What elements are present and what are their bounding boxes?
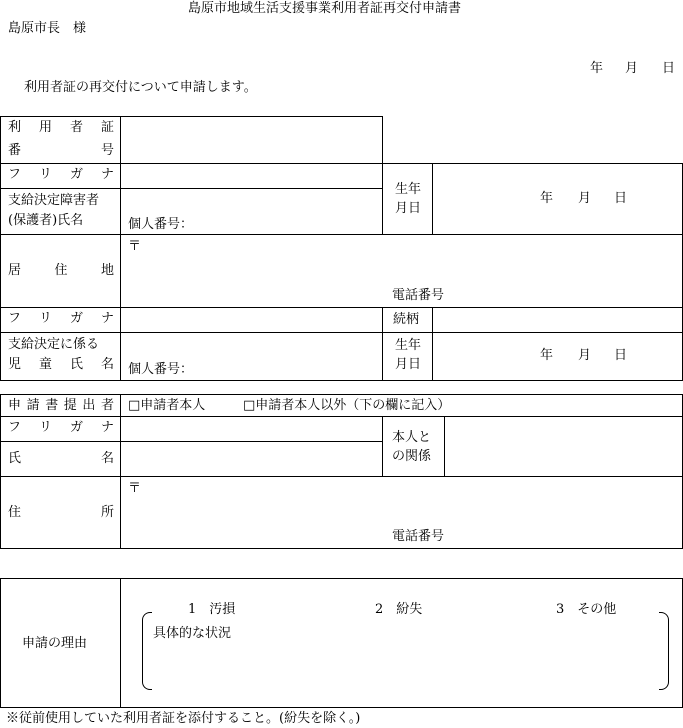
- child-birth-label: 生年: [395, 338, 422, 353]
- guardian-name-label-2: (保護者)氏名: [8, 213, 84, 228]
- child-personal-number-label: 個人番号：: [128, 362, 194, 377]
- birth-year: 年: [540, 191, 554, 206]
- reason-option-1[interactable]: 1 汚損: [188, 602, 236, 617]
- postal-mark: 〒: [128, 239, 142, 254]
- rule: [444, 416, 445, 476]
- left-bracket: [142, 612, 152, 690]
- rule: [0, 116, 1, 381]
- rule: [0, 394, 683, 395]
- child-furigana-label: フ リ ガ ナ: [8, 311, 114, 326]
- rule: [120, 394, 121, 549]
- child-name-label-2: 児 童 氏 名: [8, 357, 114, 372]
- footnote: ※従前使用していた利用者証を添付すること。(紛失を除く。): [6, 711, 361, 726]
- furigana-label: フ リ ガ ナ: [8, 167, 114, 182]
- birth-label-2: 月日: [395, 201, 422, 216]
- guardian-name-label: 支給決定障害者: [8, 193, 100, 208]
- rule: [0, 416, 683, 417]
- phone-label: 電話番号: [392, 288, 445, 303]
- rule: [0, 476, 683, 477]
- birth-month: 月: [578, 191, 592, 206]
- date-day: 日: [662, 61, 676, 76]
- submitter-label: 申 請 書 提 出 者: [8, 398, 114, 413]
- child-birth-month: 月: [578, 348, 592, 363]
- child-birth-label-2: 月日: [395, 357, 422, 372]
- details-label: 具体的な状況: [153, 626, 232, 641]
- birth-day: 日: [614, 191, 628, 206]
- rule: [0, 163, 683, 164]
- rule: [0, 578, 683, 579]
- page-title: 島原市地域生活支援事業利用者証再交付申請書: [188, 1, 462, 16]
- user-cert-number-label-2: 番 号: [8, 143, 114, 158]
- rule: [0, 394, 1, 549]
- rule: [0, 116, 383, 117]
- reason-option-3[interactable]: 3 その他: [556, 602, 617, 617]
- submitter-address-label: 住 所: [8, 505, 114, 520]
- rule: [0, 234, 683, 235]
- submitter-phone-label: 電話番号: [392, 529, 445, 544]
- rule: [0, 188, 383, 189]
- child-name-label: 支給決定に係る: [8, 337, 100, 352]
- submitter-postal-mark: 〒: [128, 481, 142, 496]
- option-self-checkbox[interactable]: □申請者本人: [128, 398, 206, 413]
- rule: [0, 332, 683, 333]
- rule: [120, 116, 121, 381]
- reason-label: 申請の理由: [22, 636, 88, 651]
- child-birth-year: 年: [540, 348, 554, 363]
- rule: [0, 307, 683, 308]
- rule: [432, 307, 433, 381]
- date-month: 月: [625, 61, 639, 76]
- intro-text: 利用者証の再交付について申請します。: [24, 80, 257, 95]
- relation-label: 続柄: [393, 312, 420, 327]
- personal-number-label: 個人番号：: [128, 217, 194, 232]
- right-bracket: [659, 612, 669, 690]
- date-year: 年: [590, 61, 604, 76]
- birth-label: 生年: [395, 182, 422, 197]
- rule: [0, 707, 683, 708]
- rule: [382, 307, 383, 381]
- rule: [0, 578, 1, 708]
- submitter-name-label: 氏 名: [8, 451, 114, 466]
- rule: [0, 441, 383, 442]
- addressee: 島原市長 様: [8, 21, 87, 36]
- relationship-label: 本人と: [392, 430, 432, 445]
- rule: [382, 116, 383, 234]
- option-other-checkbox[interactable]: □申請者本人以外（下の欄に記入）: [243, 398, 451, 413]
- rule: [0, 548, 683, 549]
- submitter-furigana-label: フ リ ガ ナ: [8, 420, 114, 435]
- rule: [382, 416, 383, 476]
- relationship-label-2: の関係: [392, 449, 432, 464]
- user-cert-number-label: 利 用 者 証: [8, 120, 114, 135]
- reason-option-2[interactable]: 2 紛失: [375, 602, 423, 617]
- residence-label: 居 住 地: [8, 263, 114, 278]
- rule: [120, 578, 121, 708]
- child-birth-day: 日: [614, 348, 628, 363]
- rule: [432, 163, 433, 234]
- rule: [0, 380, 683, 381]
